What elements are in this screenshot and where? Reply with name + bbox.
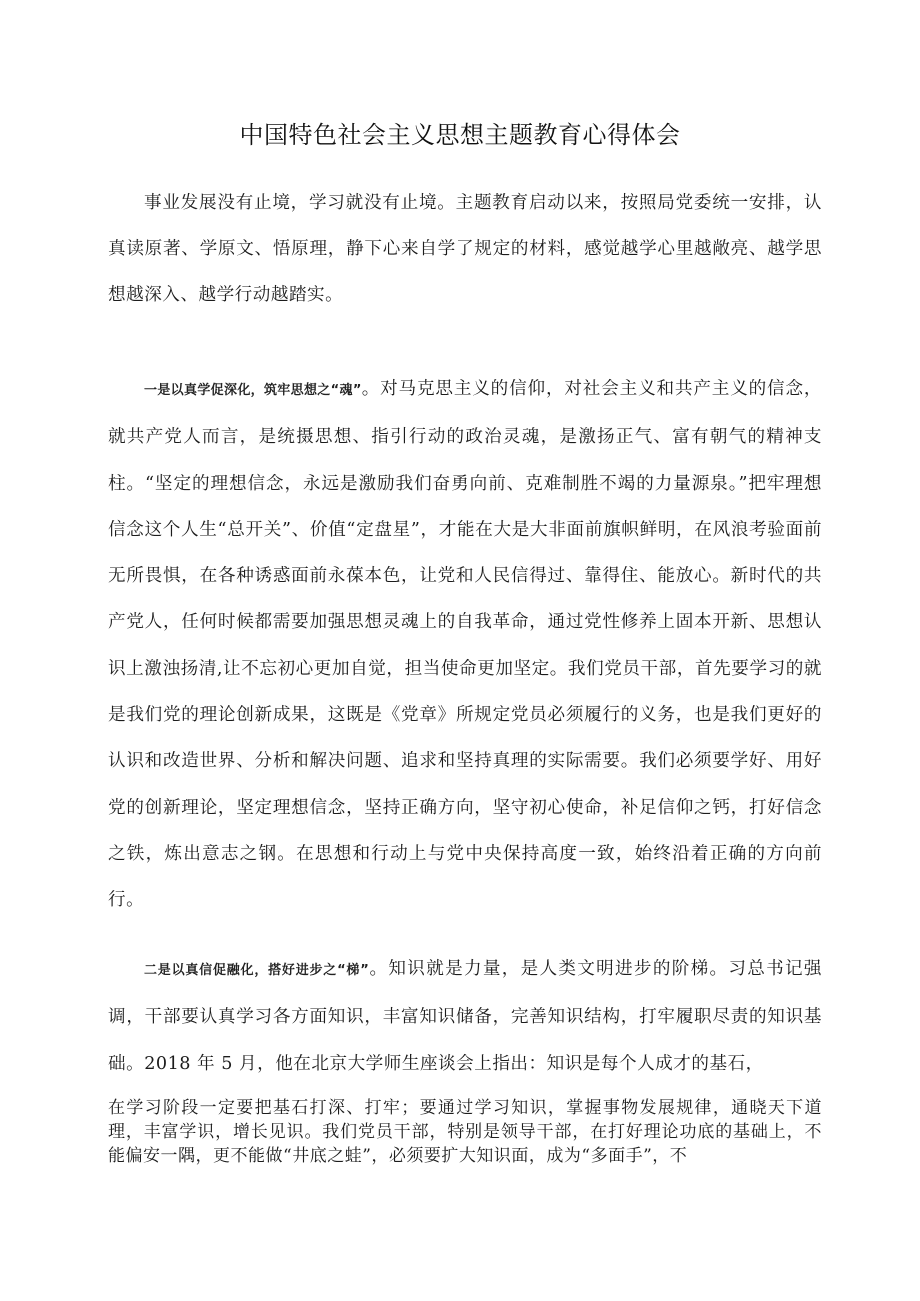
section-two-lead: 二是以真信促融化，搭好进步之“梯” xyxy=(144,963,369,978)
intro-paragraph: 事业发展没有止境，学习就没有止境。主题教育启动以来，按照局党委统一安排，认真读原著、学原文、悟原理，静下心来自学了规定的材料，感觉越学心里越敞亮、越学思想越深入、越学行动越踏实。 xyxy=(108,193,822,305)
section-two-continuation: 在学习阶段一定要把基石打深、打牢；要通过学习知识，掌握事物发展规律，通晓天下道理，丰富学识，增长见识。我们党员干部，特别是领导干部，在打好理论功底的基础上，不能偏安一隅，更不能做“井底之蛙”，必须要扩大知识面，成为“多面手”，不 xyxy=(108,1098,822,1166)
section-two-paragraph xyxy=(108,946,822,1088)
section-two-body: 。知识就是力量，是人类文明进步的阶梯。习总书记强调，干部要认真学习各方面知识，丰富知识储备，完善知识结构，打牢履职尽责的知识基础。2018 年 5 月，他在北京大学师生座谈会上指出：知识是每个人成才的基石， xyxy=(108,959,822,1074)
document-title: 中国特色社会主义思想主题教育心得体会 xyxy=(239,121,681,149)
section-one-body: 。对马克思主义的信仰，对社会主义和共产主义的信念，就共产党人而言，是统摄思想、指引行动的政治灵魂，是激扬正气、富有朝气的精神支柱。“坚定的理想信念，永远是激励我们奋勇向前、克难制胜不竭的力量源泉。”把牢理想信念这个人生“总开关”、价值“定盘星”，才能在大是大非面前旗帜鲜明，在风浪考验面前无所畏惧，在各种诱惑面前永葆本色，让党和人民信得过、靠得住、能放心。新时代的共产党人，任何时候都需要加强思想灵魂上的自我革命，通过党性修养上固本开新、思想认识上激浊扬清,让不忘初心更加自觉，担当使命更加坚定。我们党员干部，首先要学习的就是我们党的理论创新成果，这既是《党章》所规定党员必须履行的义务，也是我们更好的认识和改造世界、分析和解决问题、追求和坚持真理的实际需要。我们必须要学好、用好党的创新理论，坚定理想信念，坚持正确方向，坚守初心使命，补足信仰之钙，打好信念之铁，炼出意志之钢。在思想和行动上与党中央保持高度一致，始终沿着正确的方向前行。 xyxy=(108,379,822,911)
section-one-paragraph xyxy=(108,366,822,924)
section-one-lead: 一是以真学促深化，筑牢思想之“魂” xyxy=(144,383,362,398)
